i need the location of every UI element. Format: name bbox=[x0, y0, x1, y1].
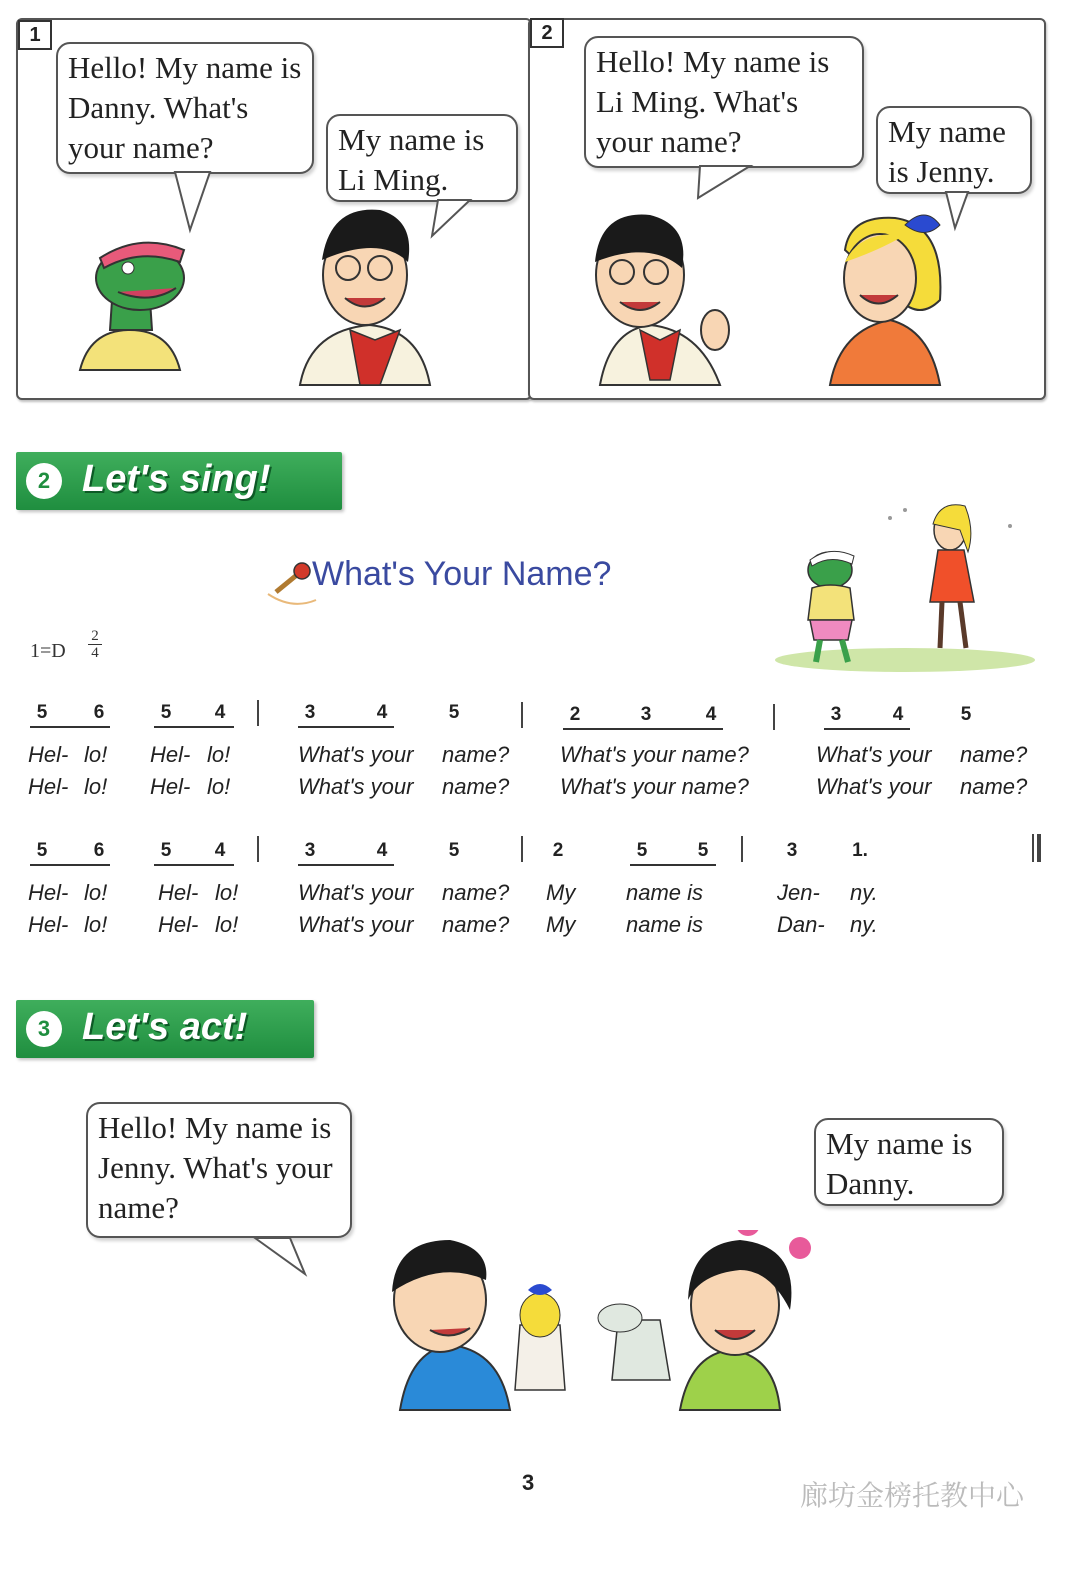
danny-figure bbox=[80, 243, 184, 370]
lyric: Jen- bbox=[777, 880, 820, 905]
note-underline bbox=[298, 864, 394, 866]
speech-bubble-act-danny: My name is Danny. bbox=[814, 1118, 1004, 1206]
lyric: name? bbox=[442, 774, 510, 799]
note: 5 bbox=[448, 840, 460, 861]
note: 5 bbox=[160, 702, 172, 723]
lyric: Hel- bbox=[28, 912, 69, 937]
lyric: ny. bbox=[850, 912, 878, 937]
lyric: What's your name? bbox=[560, 742, 749, 767]
lyric: My bbox=[546, 880, 576, 905]
note: 4 bbox=[214, 840, 226, 861]
lyric: ny. bbox=[850, 880, 878, 905]
lyric: Hel- bbox=[150, 774, 191, 799]
liming-figure bbox=[300, 210, 430, 385]
lyric: Hel- bbox=[150, 742, 191, 767]
note-underline bbox=[824, 728, 910, 730]
note-underline bbox=[298, 726, 394, 728]
lyric: lo! bbox=[215, 880, 239, 905]
note-underline bbox=[30, 864, 110, 866]
lyric: What's your bbox=[298, 912, 414, 937]
end-bar-line bbox=[1032, 834, 1034, 862]
note: 3 bbox=[786, 840, 798, 861]
speech-bubble-danny: Hello! My name is Danny. What's your name? bbox=[56, 42, 314, 174]
note: 6 bbox=[93, 840, 105, 861]
note-underline bbox=[30, 726, 110, 728]
lyric: lo! bbox=[84, 880, 108, 905]
lyric: name? bbox=[960, 742, 1028, 767]
lyric: lo! bbox=[207, 742, 231, 767]
note: 2 bbox=[552, 840, 564, 861]
note: 5 bbox=[697, 840, 709, 861]
lyric: What's your bbox=[298, 774, 414, 799]
note: 1. bbox=[852, 840, 868, 861]
section-number: 2 bbox=[26, 463, 62, 499]
panel-number-1: 1 bbox=[18, 20, 52, 50]
bar-line bbox=[521, 836, 523, 862]
note-underline bbox=[154, 864, 234, 866]
jenny-figure bbox=[830, 215, 940, 385]
lyric: name is bbox=[626, 912, 704, 937]
note-underline bbox=[154, 726, 234, 728]
bar-line bbox=[257, 836, 259, 862]
note: 4 bbox=[705, 704, 717, 725]
lyric: name? bbox=[960, 774, 1028, 799]
lyric: Hel- bbox=[158, 912, 199, 937]
speech-bubble-act-jenny: Hello! My name is Jenny. What's your name? bbox=[86, 1102, 352, 1238]
lyric: lo! bbox=[207, 774, 231, 799]
song-key: 1=D bbox=[30, 640, 66, 662]
lyric: lo! bbox=[215, 912, 239, 937]
lyric: Hel- bbox=[158, 880, 199, 905]
act-illustration bbox=[0, 1230, 1088, 1430]
note: 6 bbox=[93, 702, 105, 723]
note: 3 bbox=[304, 840, 316, 861]
note: 4 bbox=[376, 840, 388, 861]
bar-line bbox=[521, 702, 523, 728]
section-number: 3 bbox=[26, 1011, 62, 1047]
note: 4 bbox=[376, 702, 388, 723]
song-title: What's Your Name? bbox=[312, 555, 612, 593]
note: 5 bbox=[36, 702, 48, 723]
note: 5 bbox=[36, 840, 48, 861]
boy-figure bbox=[392, 1240, 565, 1410]
panel-illustrations bbox=[0, 0, 1088, 400]
lyric: name? bbox=[442, 880, 510, 905]
section-title: Let's sing! bbox=[82, 458, 271, 500]
singing-children-illustration bbox=[770, 490, 1040, 675]
lyric: Hel- bbox=[28, 880, 69, 905]
lyric: What's your name? bbox=[560, 774, 749, 799]
lyric: Hel- bbox=[28, 774, 69, 799]
note-underline bbox=[563, 728, 723, 730]
bar-line bbox=[773, 704, 775, 730]
panel-number-2: 2 bbox=[530, 18, 564, 48]
note: 3 bbox=[830, 704, 842, 725]
speech-bubble-liming: My name is Li Ming. bbox=[326, 114, 518, 202]
lyric: lo! bbox=[84, 742, 108, 767]
section-header-sing bbox=[16, 452, 342, 510]
lyric: lo! bbox=[84, 774, 108, 799]
note-underline bbox=[630, 864, 716, 866]
lyric: What's your bbox=[298, 880, 414, 905]
note: 3 bbox=[304, 702, 316, 723]
note: 5 bbox=[160, 840, 172, 861]
note: 4 bbox=[892, 704, 904, 725]
watermark: 廊坊金榜托教中心 bbox=[800, 1479, 1025, 1512]
end-bar-line-thick bbox=[1037, 834, 1041, 862]
time-signature bbox=[88, 628, 102, 661]
lyric: name? bbox=[442, 912, 510, 937]
lyric: Dan- bbox=[777, 912, 825, 937]
lyric: name is bbox=[626, 880, 704, 905]
lyric: What's your bbox=[298, 742, 414, 767]
section-header-act bbox=[16, 1000, 314, 1058]
lyric: name? bbox=[442, 742, 510, 767]
note: 5 bbox=[448, 702, 460, 723]
section-title: Let's act! bbox=[82, 1006, 248, 1048]
lyric: What's your bbox=[816, 742, 932, 767]
speech-bubble-liming-2: Hello! My name is Li Ming. What's your name? bbox=[584, 36, 864, 168]
time-top: 2 bbox=[91, 628, 99, 644]
note: 3 bbox=[640, 704, 652, 725]
lyric: Hel- bbox=[28, 742, 69, 767]
lyric: What's your bbox=[816, 774, 932, 799]
note: 2 bbox=[569, 704, 581, 725]
lyric: lo! bbox=[84, 912, 108, 937]
speech-bubble-jenny: My name is Jenny. bbox=[876, 106, 1032, 194]
bar-line bbox=[257, 700, 259, 726]
lyric: My bbox=[546, 912, 576, 937]
page-number: 3 bbox=[522, 1470, 535, 1495]
bar-line bbox=[741, 836, 743, 862]
liming-figure-2 bbox=[595, 215, 729, 385]
note: 5 bbox=[960, 704, 972, 725]
time-bottom: 4 bbox=[88, 644, 102, 661]
note: 5 bbox=[636, 840, 648, 861]
girl-figure bbox=[598, 1230, 811, 1410]
note: 4 bbox=[214, 702, 226, 723]
